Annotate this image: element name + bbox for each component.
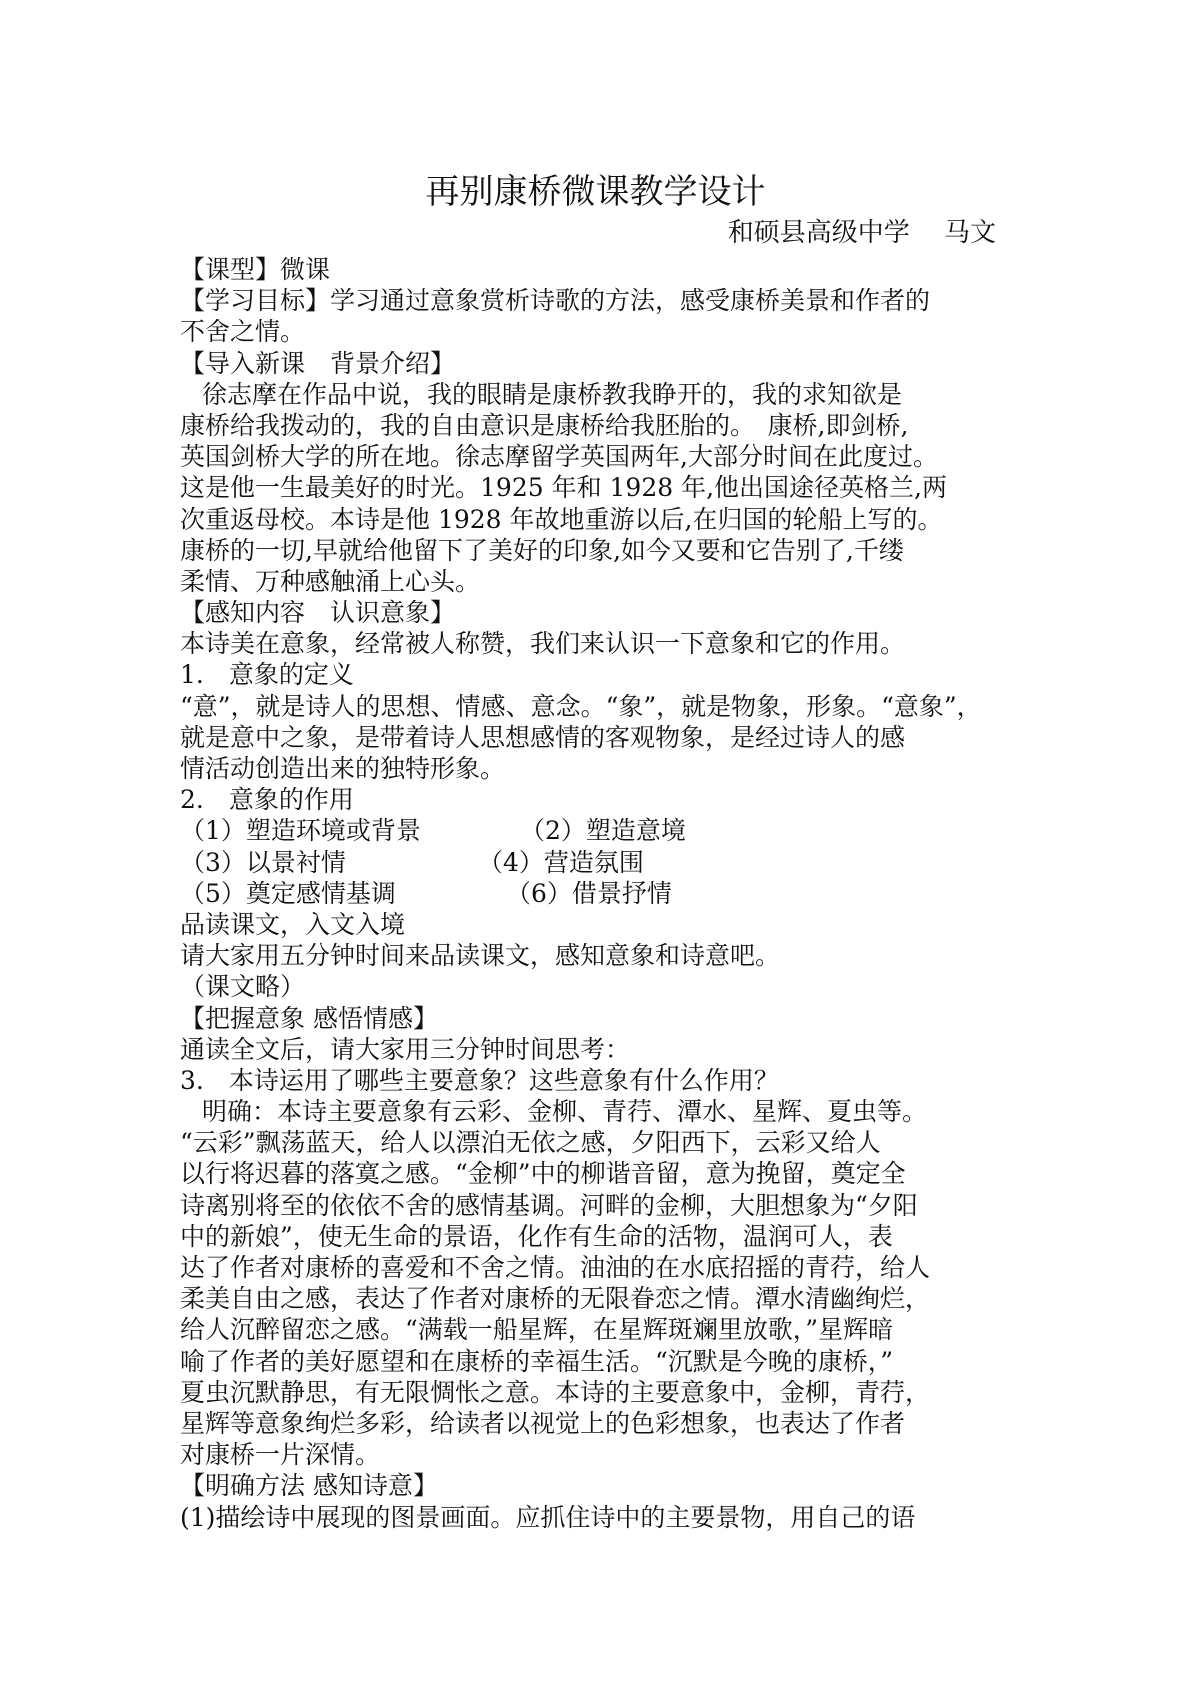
paragraph-line: 以行将迟暮的落寞之感。“金柳”中的柳谐音留，意为挽留，奠定全: [180, 1159, 906, 1189]
paragraph-line: 请大家用五分钟时间来品读课文，感知意象和诗意吧。: [180, 941, 781, 971]
paragraph-line: 柔美自由之感，表达了作者对康桥的无限眷恋之情。潭水清幽绚烂，: [180, 1284, 931, 1314]
section-heading-intro: 【导入新课 背景介绍】: [180, 348, 456, 378]
paragraph-line: 喻了作者的美好愿望和在康桥的幸福生活。“沉默是今晚的康桥，”: [180, 1346, 894, 1376]
paragraph-line: 中的新娘”，使无生命的景语，化作有生命的活物，温润可人，表: [180, 1221, 893, 1251]
paragraph-line: 明确：本诗主要意象有云彩、金柳、青荇、潭水、星辉、夏虫等。: [202, 1097, 928, 1127]
paragraph-line: 柔情、万种感触涌上心头。: [180, 566, 481, 596]
paragraph-line: 诗离别将至的依依不舍的感情基调。河畔的金柳，大胆想象为“夕阳: [180, 1190, 918, 1220]
section-heading-imagery: 【感知内容 认识意象】: [180, 598, 456, 628]
function-item: （5）奠定感情基调: [180, 878, 396, 908]
function-row: [180, 815, 1040, 846]
paragraph-line: 康桥的一切,早就给他留下了美好的印象,如今又要和它告别了,千缕: [180, 535, 904, 565]
function-item: （6）借景抒情: [506, 878, 672, 908]
paragraph-line: 这是他一生最美好的时光。1925 年和 1928 年,他出国途径英格兰,两: [180, 473, 947, 503]
function-row: [180, 847, 1040, 878]
numbered-heading: 1. 意象的定义: [180, 660, 354, 690]
paragraph-line: 夏虫沉默静思，有无限惆怅之意。本诗的主要意象中，金柳，青荇，: [180, 1377, 931, 1407]
paragraph-line: “云彩”飘荡蓝天，给人以漂泊无依之感，夕阳西下，云彩又给人: [180, 1128, 881, 1158]
document-author: 和硕县高级中学 马文: [727, 218, 996, 248]
document-title: 再别康桥微课教学设计: [425, 172, 766, 212]
paragraph-line: “意”，就是诗人的思想、情感、意念。“象”，就是物象，形象。“意象”，: [180, 691, 982, 721]
learning-goal-line: 不舍之情。: [180, 317, 306, 347]
function-item: （4）营造氛围: [478, 847, 644, 877]
paragraph-line: 本诗美在意象，经常被人称赞，我们来认识一下意象和它的作用。: [180, 629, 906, 659]
document-body: [180, 254, 1040, 1533]
numbered-heading: 3. 本诗运用了哪些主要意象？这些意象有什么作用？: [180, 1065, 779, 1095]
paragraph-line: 通读全文后，请大家用三分钟时间思考：: [180, 1034, 631, 1064]
section-heading-method: 【明确方法 感知诗意】: [180, 1471, 438, 1501]
paragraph-line: 达了作者对康桥的喜爱和不舍之情。油油的在水底招摇的青荇，给人: [180, 1253, 931, 1282]
paragraph-line: 英国剑桥大学的所在地。徐志摩留学英国两年,大部分时间在此度过。: [180, 442, 938, 472]
function-item: （1）塑造环境或背景: [180, 816, 421, 846]
paragraph-line: 给人沉醉留恋之感。“满载一船星辉，在星辉斑斓里放歌，”星辉暗: [180, 1315, 894, 1345]
numbered-heading: 2. 意象的作用: [180, 785, 354, 815]
paragraph-line: 对康桥一片深情。: [180, 1440, 381, 1470]
section-heading-course-type: 【课型】微课: [180, 255, 331, 284]
function-item: （2）塑造意境: [520, 816, 686, 846]
paragraph-line: 次重返母校。本诗是他 1928 年故地重游以后,在归国的轮船上写的。: [180, 504, 943, 534]
paragraph-line: （课文略）: [180, 972, 306, 1002]
section-heading-emotion: 【把握意象 感悟情感】: [180, 1003, 438, 1033]
learning-goal-line: 【学习目标】学习通过意象赏析诗歌的方法，感受康桥美景和作者的: [180, 286, 931, 316]
paragraph-line: (1)描绘诗中展现的图景画面。应抓住诗中的主要景物，用自己的语: [180, 1502, 916, 1532]
function-row: [180, 878, 1040, 909]
paragraph-line: 就是意中之象，是带着诗人思想感情的客观物象，是经过诗人的感: [180, 722, 906, 752]
paragraph-line: 星辉等意象绚烂多彩，给读者以视觉上的色彩想象，也表达了作者: [180, 1408, 906, 1438]
paragraph-line: 康桥给我拨动的，我的自由意识是康桥给我胚胎的。 康桥,即剑桥,: [180, 410, 909, 440]
function-item: （3）以景衬情: [180, 847, 346, 877]
paragraph-line: 徐志摩在作品中说，我的眼睛是康桥教我睁开的，我的求知欲是: [202, 379, 903, 409]
paragraph-line: 品读课文，入文入境: [180, 909, 406, 939]
paragraph-line: 情活动创造出来的独特形象。: [180, 754, 506, 783]
